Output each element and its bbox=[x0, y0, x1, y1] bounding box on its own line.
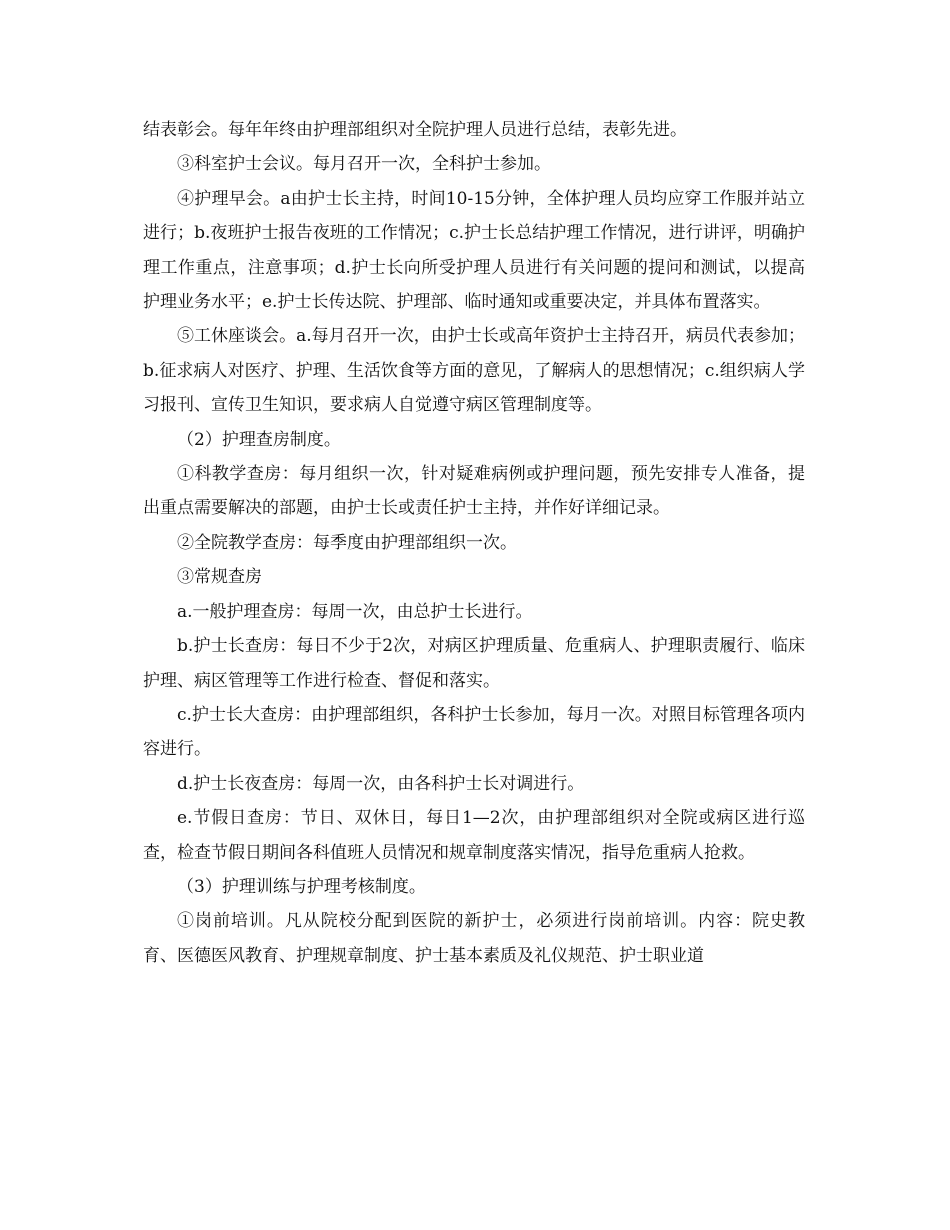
paragraph-11: c.护士长大查房：由护理部组织，各科护士长参加，每月一次。对照目标管理各项内容进行。 bbox=[143, 704, 805, 760]
paragraph-3: ④护理早会。a由护士长主持，时间10-15分钟，全体护理人员均应穿工作服并站立进行；b.夜班护士报告夜班的工作情况；c.护士长总结护理工作情况，进行讲评，明确护理工作重点，注意事项；d.护士长向所受护理人员进行有关问题的提问和测试，以提高护理业务水平；e.护士长传达院、护理部、临时通知或重要决定，并具体布置落实。 bbox=[143, 188, 805, 313]
paragraph-1: 结表彰会。每年年终由护理部组织对全院护理人员进行总结，表彰先进。 bbox=[143, 120, 687, 140]
paragraph-7: ②全院教学查房：每季度由护理部组织一次。 bbox=[177, 532, 517, 553]
paragraph-8: ③常规查房 bbox=[177, 567, 262, 588]
paragraph-6: ①科教学查房：每月组织一次，针对疑难病例或护理问题，预先安排专人准备，提出重点需要解决的部题，由护士长或责任护士主持，并作好详细记录。 bbox=[143, 464, 805, 519]
paragraph-2: ③科室护士会议。每月召开一次，全科护士参加。 bbox=[177, 154, 551, 175]
paragraph-9: a.一般护理查房：每周一次，由总护士长进行。 bbox=[177, 601, 533, 622]
paragraph-15: ①岗前培训。凡从院校分配到医院的新护士，必须进行岗前培训。内容：院史教育、医德医风教育、护理规章制度、护士基本素质及礼仪规范、护士职业道 bbox=[143, 911, 805, 966]
paragraph-12: d.护士长夜查房：每周一次，由各科护士长对调进行。 bbox=[177, 773, 585, 794]
section-heading-3: （3）护理训练与护理考核制度。 bbox=[177, 876, 426, 897]
paragraph-13: e.节假日查房：节日、双休日，每日1—2次，由护理部组织对全院或病区进行巡查，检查节假日期间各科值班人员情况和规章制度落实情况，指导危重病人抢救。 bbox=[143, 808, 805, 863]
paragraph-4: ⑤工休座谈会。a.每月召开一次，由护士长或高年资护士主持召开，病员代表参加；b.征求病人对医疗、护理、生活饮食等方面的意见，了解病人的思想情况；c.组织病人学习报刊、宣传卫生知识，要求病人自觉遵守病区管理制度等。 bbox=[143, 326, 805, 416]
document-page bbox=[143, 113, 805, 973]
paragraph-10: b.护士长查房：每日不少于2次，对病区护理质量、危重病人、护理职责履行、临床护理、病区管理等工作进行检查、督促和落实。 bbox=[143, 636, 805, 691]
section-heading-2: （2）护理查房制度。 bbox=[177, 429, 341, 450]
